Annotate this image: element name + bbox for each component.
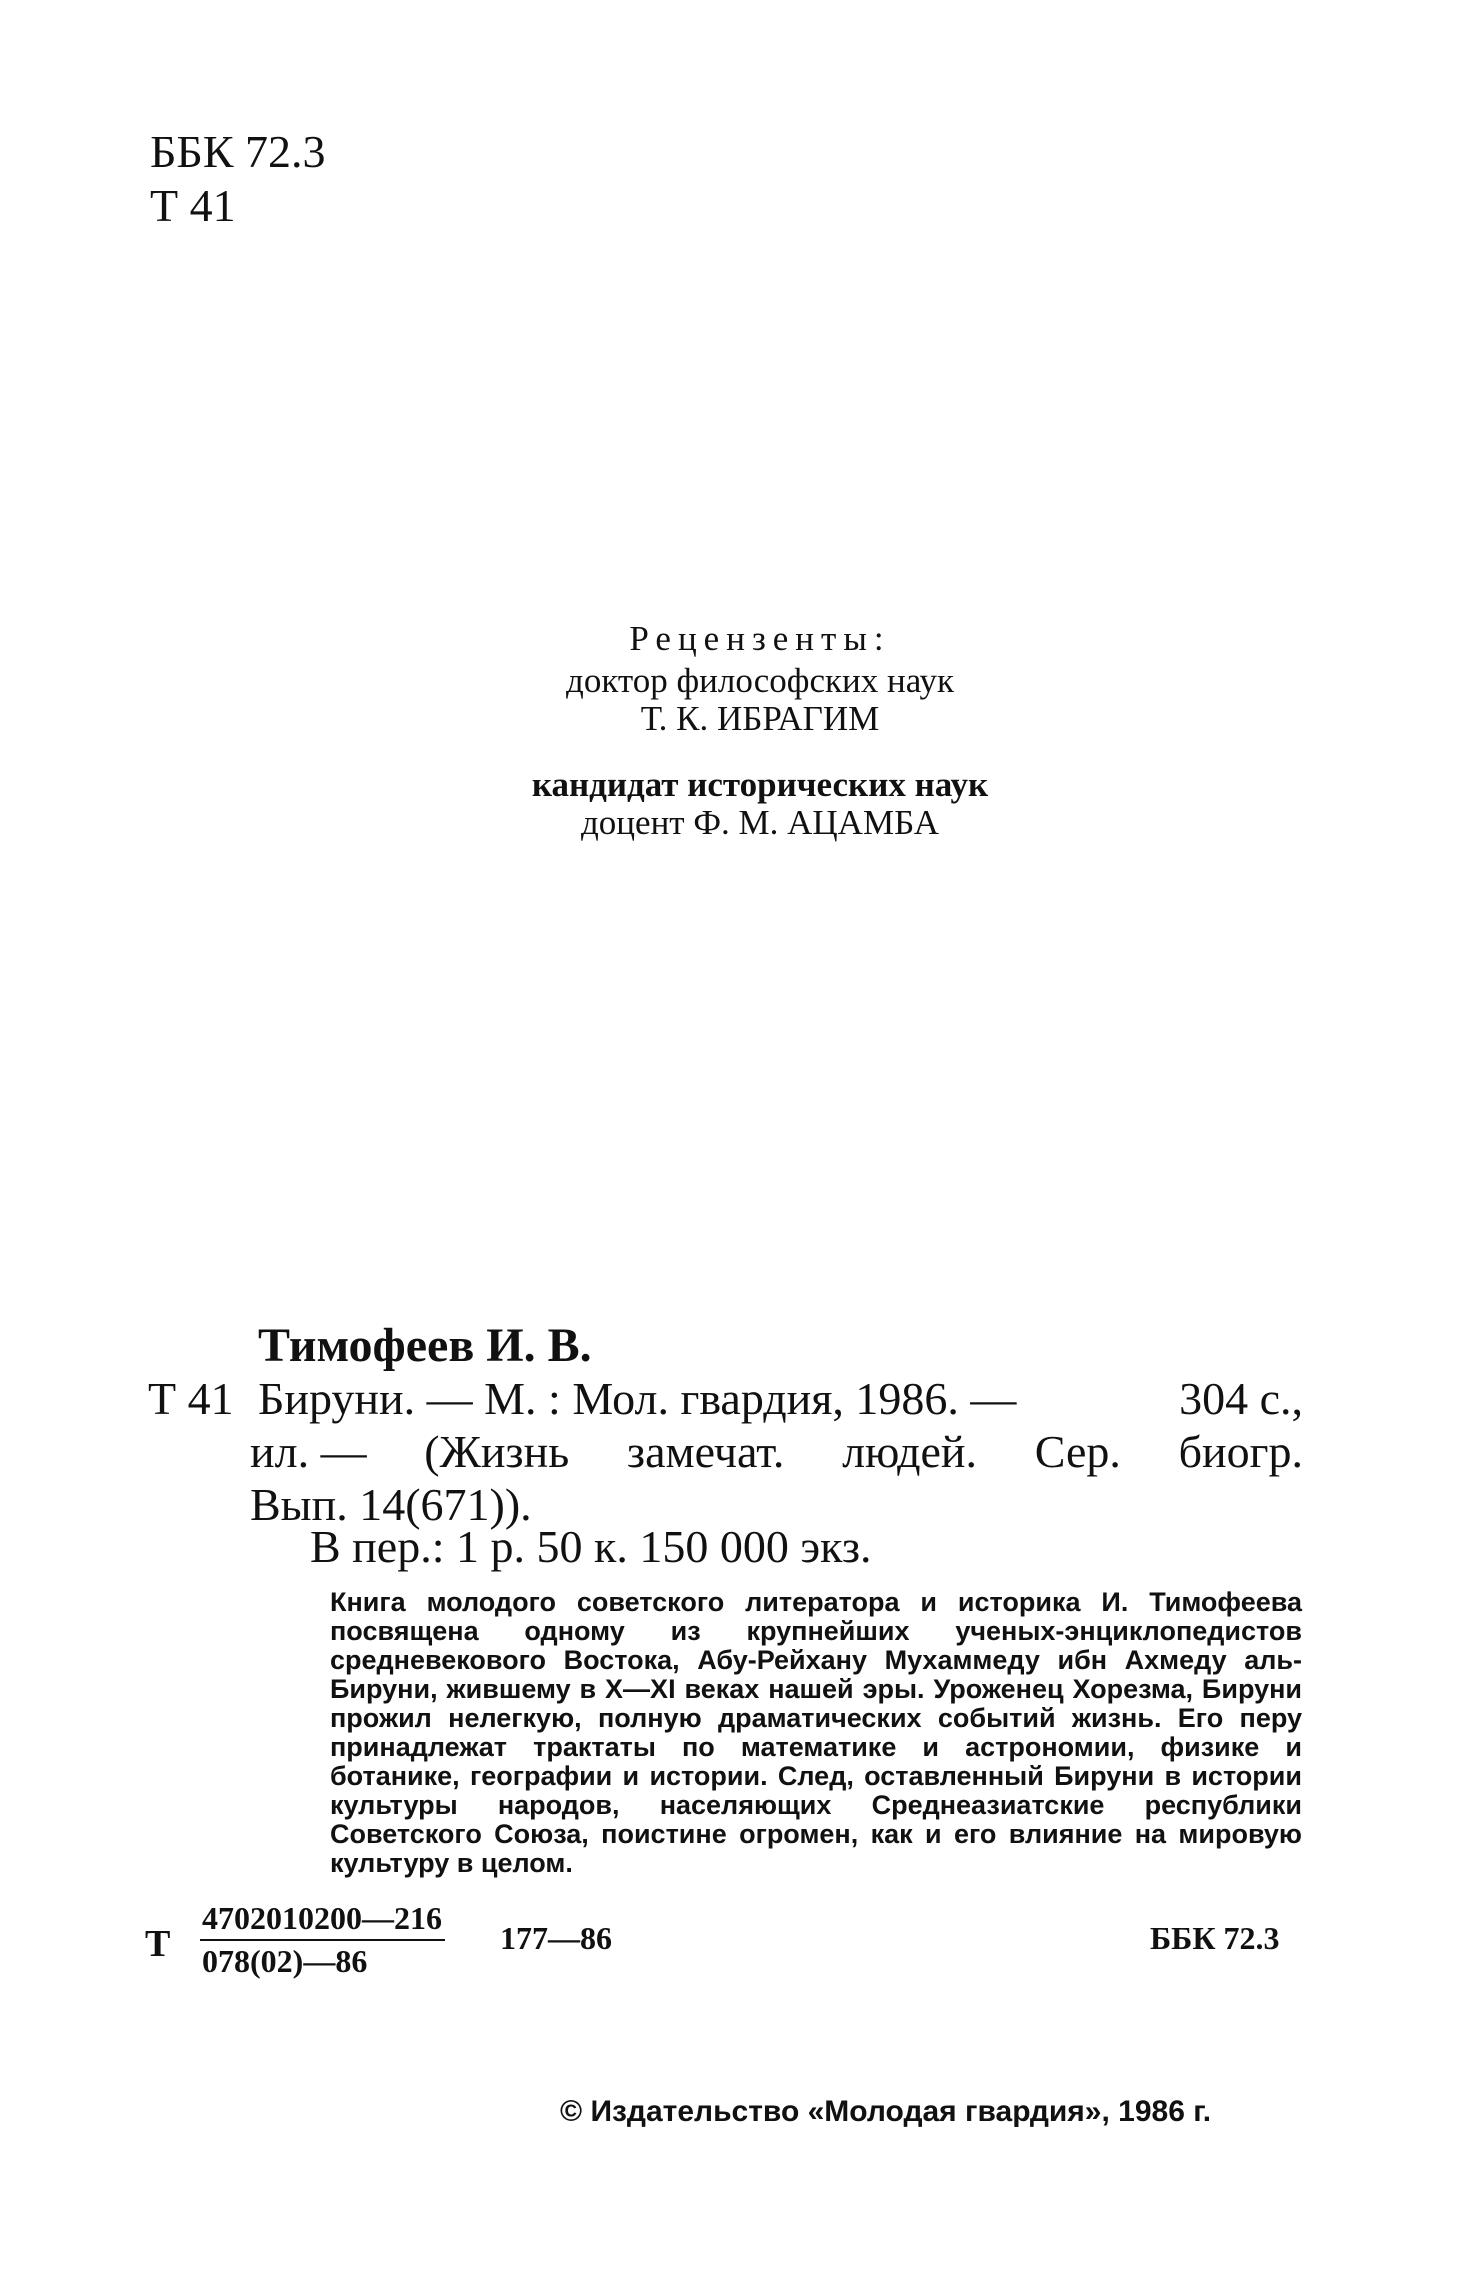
book-annotation: Книга молодого советского литератора и историка И. Тимофеева посвящена одному из крупнейших ученых-энциклопедистов средневекового Востока, Абу-Рейхану Мухаммеду ибн Ахмеду аль-Бируни, жившему в X—XI веках нашей эры. Уроженец Хорезма, Бируни прожил нелегкую, полную драматических событий жизнь. Его перу принадлежат трактаты по математике и астрономии, физике и ботанике, географии и истории. След, оставленный Бируни в истории культуры народов, населяющих Среднеазиатские республики Советского Союза, поистине огромен, как и его влияние на мировую культуру в целом. <box>330 1587 1302 1878</box>
index-suffix: 177—86 <box>500 1920 612 1956</box>
spacer <box>380 738 1140 766</box>
author-mark: Т 41 <box>150 180 236 231</box>
catalog-title: Бируни. — М. : Мол. гвардия, 1986. — <box>258 1373 1017 1424</box>
bbk-classification-top <box>150 125 326 233</box>
reviewers-block <box>380 620 1140 842</box>
catalog-line-2 <box>250 1425 1303 1478</box>
catalog-line-1 <box>258 1372 1303 1425</box>
catalog-word: людей. <box>842 1426 978 1477</box>
catalog-author: Тимофеев И. В. <box>258 1319 592 1372</box>
catalog-word: ил. — <box>250 1426 367 1477</box>
reviewer-1-degree: доктор философских наук <box>566 661 954 700</box>
reviewers-heading: Рецензенты: <box>629 619 891 658</box>
bbk-code: ББК 72.3 <box>150 126 326 177</box>
catalog-entry <box>250 1372 1303 1531</box>
catalog-word: Сер. <box>1034 1426 1121 1477</box>
catalog-line-3: Вып. 14(671)). <box>250 1479 532 1530</box>
index-fraction <box>200 1900 445 1980</box>
catalog-code: Т 41 <box>148 1373 234 1424</box>
copyright-line: © Издательство «Молодая гвардия», 1986 г. <box>560 2095 1212 2128</box>
catalog-word: замечат. <box>626 1426 785 1477</box>
index-numerator: 4702010200—216 <box>200 1900 445 1941</box>
index-bbk: ББК 72.3 <box>1150 1920 1280 1956</box>
index-letter: Т <box>145 1923 171 1965</box>
reviewer-1-name: Т. К. ИБРАГИМ <box>640 699 880 738</box>
catalog-word: биогр. <box>1178 1426 1303 1477</box>
catalog-word: (Жизнь <box>424 1426 570 1477</box>
index-denominator: 078(02)—86 <box>202 1943 368 1979</box>
catalog-price: В пер.: 1 р. 50 к. 150 000 экз. <box>310 1521 872 1572</box>
reviewer-2-degree: кандидат исторических наук <box>531 765 989 804</box>
catalog-pages: 304 с., <box>1179 1373 1303 1424</box>
reviewer-2-name: доцент Ф. М. АЦАМБА <box>581 803 939 842</box>
